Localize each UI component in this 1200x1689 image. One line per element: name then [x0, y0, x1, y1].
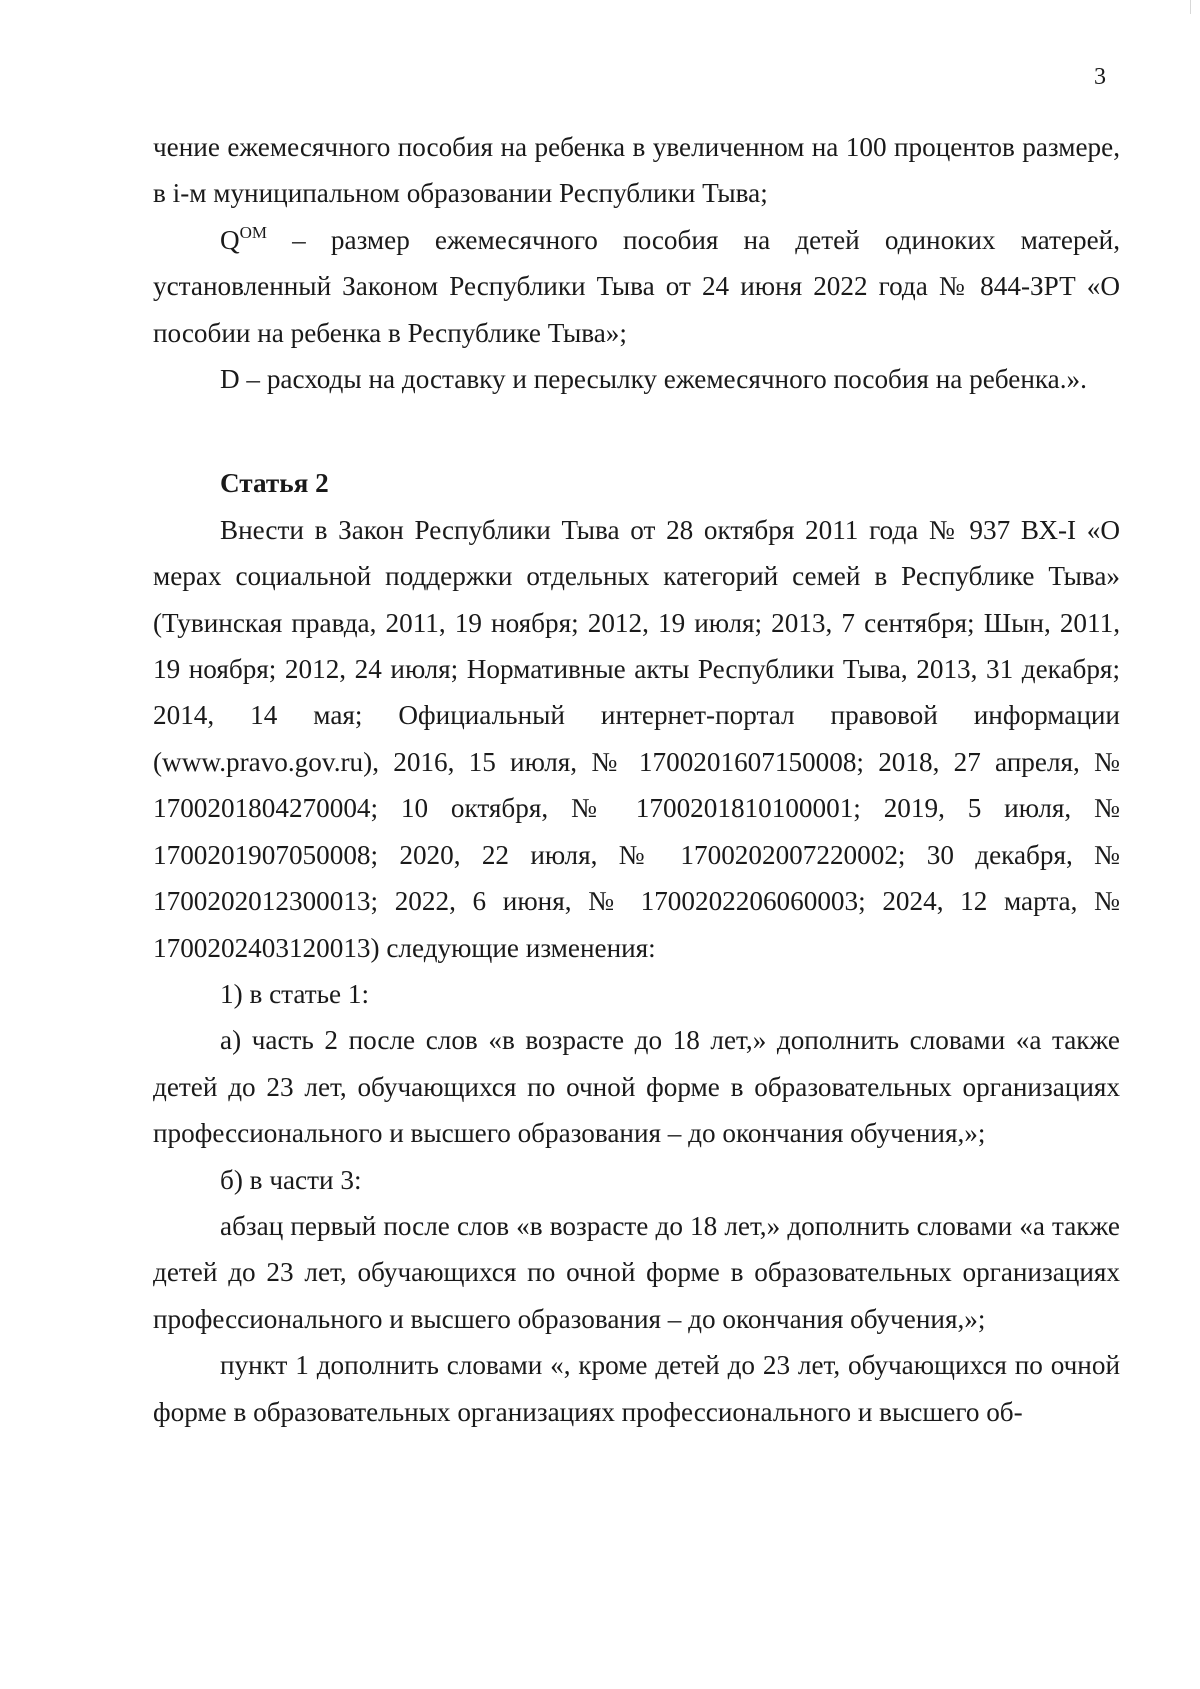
formula-symbol-q: Q [220, 224, 240, 255]
formula-superscript-om: ОМ [239, 222, 268, 242]
page-number: 3 [1094, 64, 1106, 90]
paragraph-continuation: чение ежемесячного пособия на ребенка в увеличенном на 100 процентов размере, в i-м муниципальном образовании Республики Тыва; [153, 132, 1120, 209]
paragraph-q-om-definition [153, 217, 1120, 356]
paragraph-point-1: пункт 1 дополнить словами «, кроме детей до 23 лет, обучающихся по очной форме в образовательных организациях профессионального и высшего об- [153, 1350, 1120, 1427]
scan-edge-mark [1190, 0, 1191, 14]
paragraph-item-1: 1) в статье 1: [220, 978, 370, 1009]
document-body [153, 124, 1120, 1435]
paragraph-first-abzac: абзац первый после слов «в возрасте до 18 лет,» дополнить словами «а также детей до 23 лет, обучающихся по очной форме в образовательных организациях профессионального и высшего образования – до окончания обучения,»; [153, 1210, 1120, 1334]
article-heading: Статья 2 [220, 468, 329, 499]
paragraph-item-b: б) в части 3: [220, 1164, 362, 1195]
q-om-definition-text: – размер ежемесячного пособия на детей одиноких матерей, установленный Законом Республики Тыва от 24 июня 2022 года № 844-ЗРТ «О пособии на ребенка в Республике Тыва»; [153, 224, 1120, 348]
paragraph-item-a: а) часть 2 после слов «в возрасте до 18 лет,» дополнить словами «а также детей до 23 лет, обучающихся по очной форме в образовательных организациях профессионального и высшего образования – до окончания обучения,»; [153, 1025, 1120, 1149]
paragraph-d-definition: D – расходы на доставку и пересылку ежемесячного пособия на ребенка.». [220, 364, 1087, 395]
paragraph-amendment-intro: Внести в Закон Республики Тыва от 28 октября 2011 года № 937 ВХ-I «О мерах социальной поддержки отдельных категорий семей в Республике Тыва» (Тувинская правда, 2011, 19 ноября; 2012, 19 июля; 2013, 7 сентября; Шын, 2011, 19 ноября; 2012, 24 июля; Нормативные акты Республики Тыва, 2013, 31 декабря; 2014, 14 мая; Официальный интернет-портал правовой информации (www.pravo.gov.ru), 2016, 15 июля, № 1700201607150008; 2018, 27 апреля, № 1700201804270004; 10 октября, № 1700201810100001; 2019, 5 июля, № 1700201907050008; 2020, 22 июля, № 1700202007220002; 30 декабря, № 1700202012300013; 2022, 6 июня, № 1700202206060003; 2024, 12 марта, № 1700202403120013) следующие изменения: [153, 514, 1120, 963]
